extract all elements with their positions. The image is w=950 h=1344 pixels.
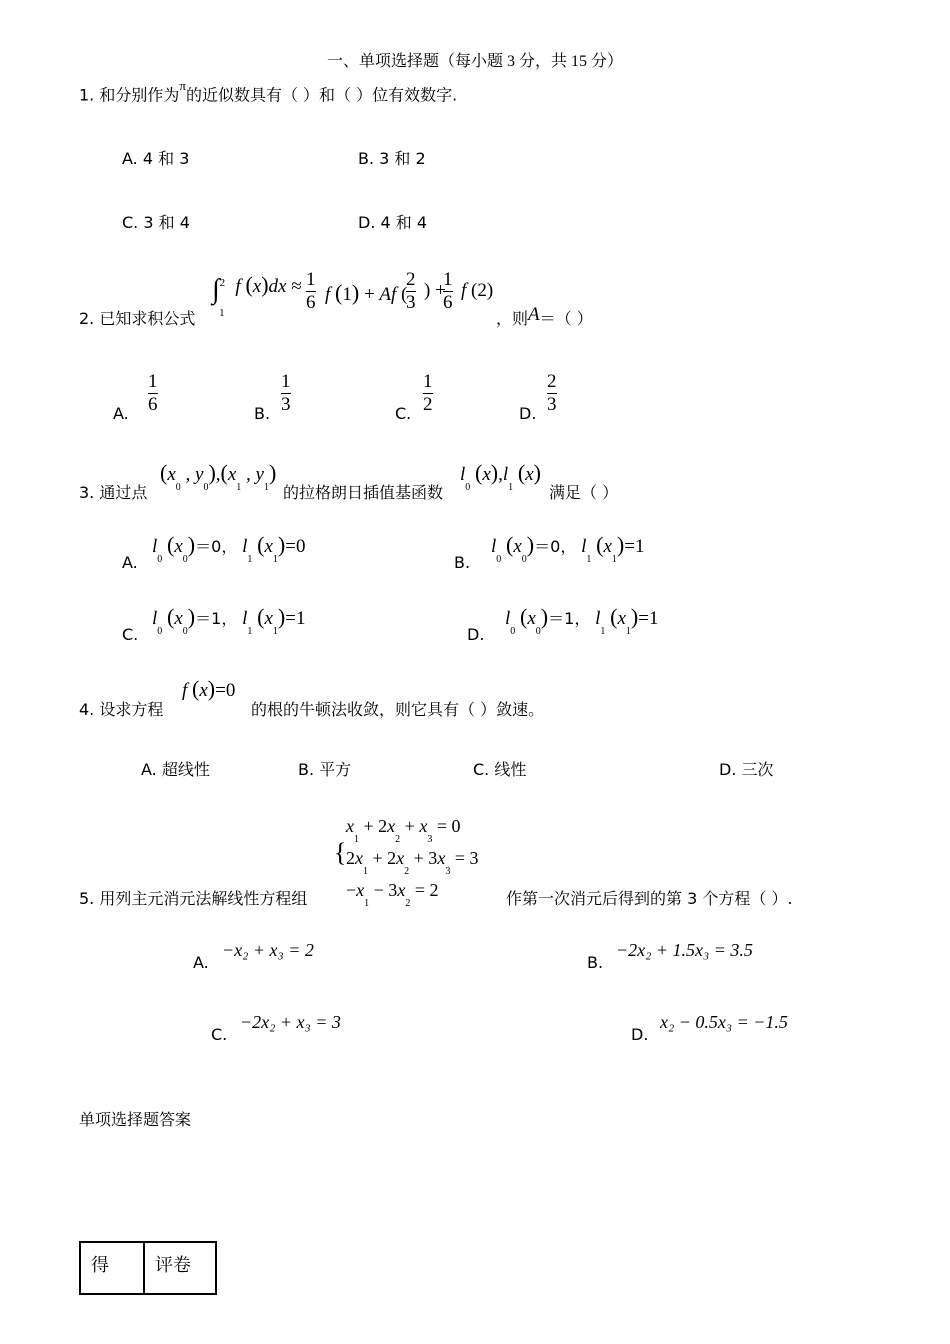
q5-option-b-label[interactable]: B. (587, 953, 604, 972)
q3-stem-a: 3. 通过点 (79, 483, 148, 502)
q5-option-c-label[interactable]: C. (211, 1025, 228, 1044)
q2-option-d-frac[interactable]: 2 3 (547, 371, 557, 415)
q1-option-c[interactable]: C. 3 和 4 (122, 213, 190, 232)
q4-equation: f (x)=0 (182, 676, 236, 701)
q5-option-d-expr[interactable]: x₂ − 0.5x₃ = −1.5 (660, 1012, 788, 1032)
q3-option-d-expr[interactable]: $l_0$ $(x_0)=1$， $l_1$ $(x_1)=1$ (505, 604, 659, 637)
q2-option-c-frac[interactable]: 1 2 (423, 371, 433, 415)
q3-stem-b: 的拉格朗日插值基函数 (283, 483, 444, 502)
q3-basis-funcs: $l_0$ $(x),l_1$ (x) (460, 460, 541, 493)
q5-tail: 作第一次消元后得到的第 3 个方程（ ）. (506, 889, 793, 908)
q3-option-c-expr[interactable]: $l_0$ $(x_0)=1$， $l_1$ $(x_1)=1$ (152, 604, 306, 637)
grade-table (79, 1241, 217, 1295)
q4-option-d[interactable]: D. 三次 (719, 760, 774, 779)
answers-heading: 单项选择题答案 (79, 1110, 192, 1129)
grade-cell-score: 得 (80, 1242, 144, 1294)
q1-option-d[interactable]: D. 4 和 4 (358, 213, 428, 232)
q2-stem: 2. 已知求积公式 (79, 309, 196, 328)
q5-option-b-expr[interactable]: −2x₂ + 1.5x₃ = 3.5 (616, 940, 753, 960)
q2-option-a-label[interactable]: A. (113, 404, 129, 423)
q2-quadrature-formula: ∫$^2_1$ f (x)dx ≈ (212, 272, 302, 319)
q2-tail: ，则A＝（ ） (496, 304, 593, 328)
q1-option-a[interactable]: A. 4 和 3 (122, 149, 190, 168)
section-title: 一、单项选择题（每小题 3 分，共 15 分） (326, 53, 623, 70)
q4-stem-a: 4. 设求方程 (79, 700, 164, 719)
q2-option-c-label[interactable]: C. (395, 404, 412, 423)
grade-cell-reviewer: 评卷 (144, 1242, 216, 1294)
q5-system: $x_1 + 2x_2 + x_3 = 0$ $2x_1 + 2x_2 + 3x_3 = 3$ $-x_1 - 3x_2 = 2$ (346, 816, 479, 909)
q2-option-b-label[interactable]: B. (254, 404, 271, 423)
q2-formula-part2: f (1) + Af ( (325, 280, 408, 305)
q1-stem: 1. 和分别作为$^\pi$的近似数具有（ ）和（ ）位有效数字. (79, 78, 458, 105)
q2-option-d-label[interactable]: D. (519, 404, 537, 423)
q5-brace: { (334, 838, 347, 867)
q4-option-a[interactable]: A. 超线性 (141, 760, 210, 779)
q4-stem-b: 的根的牛顿法收敛，则它具有（ ）敛速。 (251, 700, 545, 719)
q5-option-a-label[interactable]: A. (193, 953, 209, 972)
pi-symbol: π (179, 78, 186, 93)
q5-option-d-label[interactable]: D. (631, 1025, 649, 1044)
q2-option-b-frac[interactable]: 1 3 (281, 371, 291, 415)
q2-frac-1-6: 1 6 (306, 269, 316, 313)
q3-option-d[interactable]: D. (467, 625, 485, 644)
q2-frac-1-6b: 1 6 (443, 269, 453, 313)
q3-option-a[interactable]: A. (122, 553, 138, 572)
q3-option-c[interactable]: C. (122, 625, 139, 644)
q3-points: ($x_0$ , $y_0),(x_1$ , $y_1$) (160, 460, 277, 493)
q3-option-b-expr[interactable]: $l_0$ $(x_0)=0$， $l_1$ $(x_1)=1$ (491, 532, 645, 565)
q3-stem-c: 满足（ ） (549, 483, 619, 502)
q2-formula-part4: f (2) (461, 280, 494, 301)
q2-formula-part3: ) + (424, 280, 446, 301)
q3-option-a-expr[interactable]: $l_0$ $(x_0)=0$， $l_1$ $(x_1)=0$ (152, 532, 306, 565)
q1-option-b[interactable]: B. 3 和 2 (358, 149, 426, 168)
q5-option-a-expr[interactable]: −x₂ + x₃ = 2 (222, 940, 314, 960)
q3-option-b[interactable]: B. (454, 553, 471, 572)
q5-option-c-expr[interactable]: −2x₂ + x₃ = 3 (240, 1012, 341, 1032)
q2-frac-2-3: 2 3 (406, 269, 416, 313)
q2-option-a-frac[interactable]: 1 6 (148, 371, 158, 415)
q4-option-b[interactable]: B. 平方 (298, 760, 352, 779)
q5-stem: 5. 用列主元消元法解线性方程组 (79, 889, 308, 908)
q4-option-c[interactable]: C. 线性 (473, 760, 527, 779)
